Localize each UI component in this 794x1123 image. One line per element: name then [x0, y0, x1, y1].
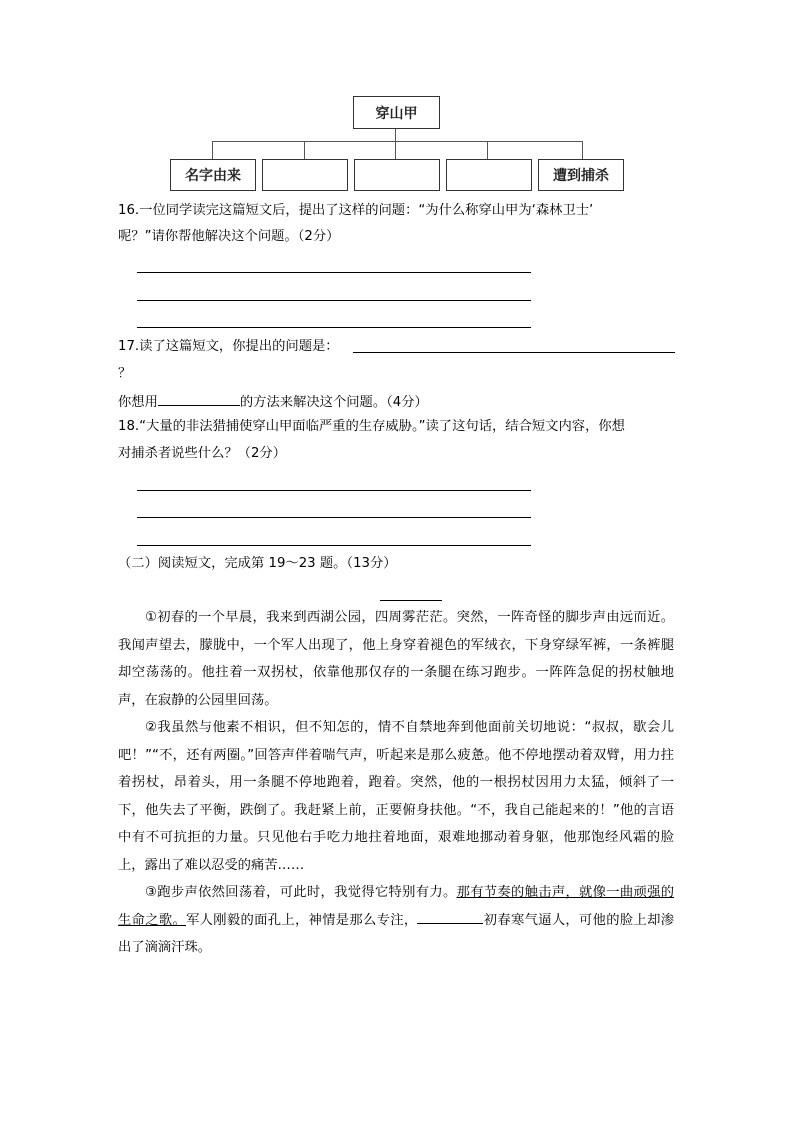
answer-blank-p3[interactable] [417, 910, 483, 924]
section-2-heading: （二）阅读短文，完成第 19～23 题。（13分） [118, 556, 397, 571]
diagram-horizontal-connector [212, 141, 583, 142]
diagram-branch-connector [487, 141, 488, 159]
answer-line-q18[interactable] [137, 545, 531, 546]
passage-paragraph-3 [118, 879, 674, 962]
diagram-branch-connector [304, 141, 305, 159]
diagram-child-label: 遭到捕杀 [553, 168, 609, 184]
passage-paragraph-2: ②我虽然与他素不相识，但不知怎的，情不自禁地奔到他面前关切地说：“叔叔，歇会儿吧！”“不，还有两圈。”回答声伴着喘气声，听起来是那么疲惫。他不停地摆动着双臂，用力拄着拐杖，昂着头，用一条腿不停地跑着，跑着。突然，他的一根拐杖因用力太猛，倾斜了一下，他失去了平衡，跌倒了。我赶紧上前，正要俯身扶他。“不，我自己能起来的！”他的言语中有不可抗拒的力量。只见他右手吃力地拄着地面，艰难地挪动着身躯，他那饱经风霜的脸上，露出了难以忍受的痛苦…… [118, 720, 674, 873]
answer-line-q18[interactable] [137, 490, 531, 491]
question-17-method [118, 392, 428, 411]
diagram-root-box [353, 96, 440, 129]
diagram-child-box-blank[interactable] [262, 159, 348, 191]
diagram-root-connector [395, 129, 396, 159]
passage-paragraph-1: ①初春的一个早晨，我来到西湖公园，四周雾茫茫。突然，一阵奇怪的脚步声由远而近。我闻声望去，朦胧中，一个军人出现了，他上身穿着褪色的军绒衣，下身穿绿军裤，一条裤腿却空荡荡的。他拄着一双拐杖，依靠他那仅存的一条腿在练习跑步。一阵阵急促的拐杖触地声，在寂静的公园里回荡。 [118, 610, 674, 708]
diagram-child-box-hunted [538, 159, 624, 191]
answer-line-q16[interactable] [137, 327, 531, 328]
answer-line-q16[interactable] [137, 300, 531, 301]
diagram-child-box-blank[interactable] [446, 159, 532, 191]
diagram-root-label: 穿山甲 [375, 105, 418, 122]
question-17-prompt: 17.读了这篇短文，你提出的问题是： [118, 339, 339, 354]
diagram-child-box-name-origin [170, 159, 256, 191]
diagram-branch-connector [212, 141, 213, 159]
answer-line-q17-question[interactable] [353, 352, 675, 353]
question-18-line1: 18.“大量的非法猎捕使穿山甲面临严重的生存威胁。”读了这句话，结合短文内容，你想 [118, 419, 625, 434]
diagram-child-label: 名字由来 [185, 168, 241, 184]
paragraph-3-middle: 军人刚毅的面孔上，神情是那么专注， [186, 912, 418, 928]
question-18-line2: 对捕杀者说些什么？（2分） [118, 446, 287, 461]
paragraph-3-end: 初春寒气逼人，可他的脸上却渗出了滴滴汗珠。 [118, 912, 675, 955]
method-prefix: 你想用 [118, 395, 158, 410]
underlined-sentence: 那有节奏的触击声，就像一曲顽强的生命之歌。 [118, 885, 675, 928]
question-16-line2: 呢？”请你帮他解决这个问题。（2分） [118, 229, 340, 244]
question-16-line1: 16.一位同学读完这篇短文后，提出了这样的问题：“为什么称穿山甲为‘森林卫士’ [118, 203, 594, 218]
diagram-child-box-blank[interactable] [354, 159, 440, 191]
passage-title-blank[interactable] [380, 600, 442, 601]
paragraph-3-intro: ③跑步声依然回荡着，可此时，我觉得它特别有力。 [145, 885, 457, 900]
diagram-branch-connector [582, 141, 583, 159]
answer-line-q18[interactable] [137, 517, 531, 518]
method-suffix: 的方法来解决这个问题。（4分） [239, 395, 428, 410]
answer-blank-method[interactable] [158, 392, 240, 406]
answer-line-q16[interactable] [137, 272, 531, 273]
question-17-qmark: ？ [118, 366, 132, 381]
